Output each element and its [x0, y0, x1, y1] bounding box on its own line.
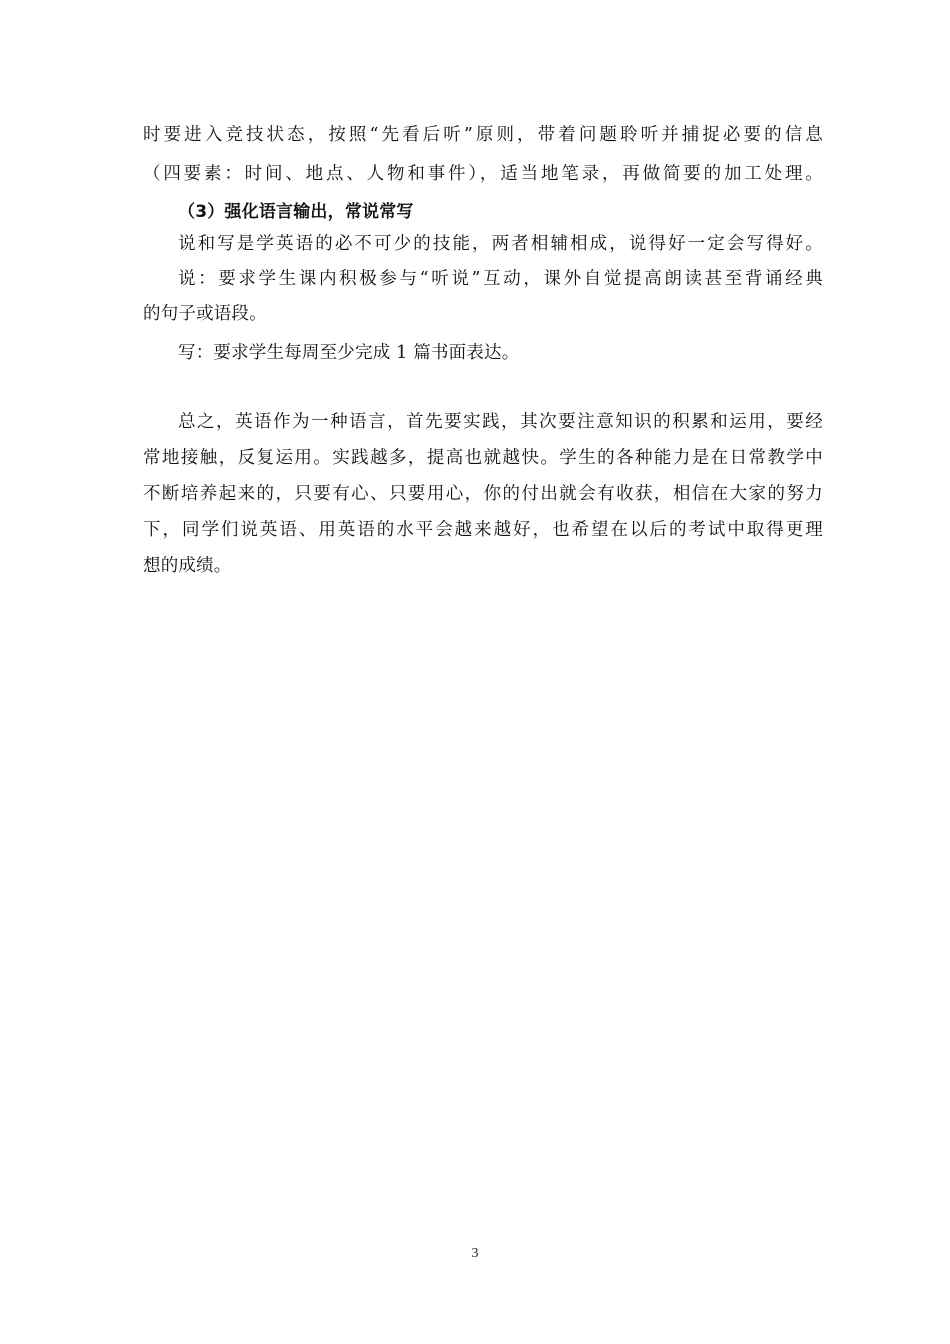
paragraph-line: 下，同学们说英语、用英语的水平会越来越好，也希望在以后的考试中取得更理	[143, 520, 823, 540]
paragraph-line: 常地接触，反复运用。实践越多，提高也就越快。学生的各种能力是在日常教学中	[143, 448, 823, 468]
paragraph-line: 不断培养起来的，只要有心、只要用心，你的付出就会有收获，相信在大家的努力	[143, 484, 823, 504]
paragraph-line: 时要进入竞技状态，按照“先看后听”原则，带着问题聆听并捕捉必要的信息	[143, 125, 823, 145]
paragraph-line: 写：要求学生每周至少完成 1 篇书面表达。	[178, 343, 520, 363]
page-number: 3	[471, 1246, 479, 1261]
paragraph-line: 的句子或语段。	[143, 304, 267, 324]
paragraph-line: 说：要求学生课内积极参与“听说”互动，课外自觉提高朗读甚至背诵经典	[178, 269, 823, 289]
section-heading: （3）强化语言输出，常说常写	[178, 202, 414, 222]
paragraph-line: 想的成绩。	[143, 556, 232, 576]
paragraph-line: （四要素：时间、地点、人物和事件），适当地笔录，再做简要的加工处理。	[143, 164, 823, 184]
paragraph-line: 说和写是学英语的必不可少的技能，两者相辅相成，说得好一定会写得好。	[178, 234, 823, 254]
paragraph-line: 总之，英语作为一种语言，首先要实践，其次要注意知识的积累和运用，要经	[178, 412, 823, 432]
